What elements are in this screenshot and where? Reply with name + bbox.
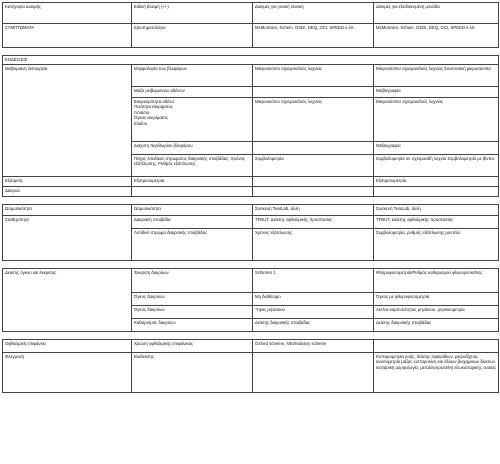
table-cell: Εκκρισιμότητα αδένα Ποιότητα εκκρίματος πΛαίσιο Όγκος εκκρίματος Ελαίου: [132, 98, 253, 142]
table-cell: Εξατμισιομετρία: [374, 177, 499, 187]
table-cell: Μεϊβογραφία: [374, 87, 499, 98]
tear-tests-table-page: [2, 2, 498, 462]
table-row: [3, 216, 499, 229]
header-cell: Ειδική δοκιμή (+/-): [132, 3, 253, 24]
table-cell: Δείκτης δακρυϊκής στοιβάδας: [253, 319, 374, 332]
table-cell: Συσκευή TearLab, άλλη: [374, 205, 499, 216]
table-cell: Δακρυϊκή στοιβάδα: [132, 216, 253, 229]
table-row: [3, 269, 499, 293]
section-row: [3, 56, 499, 65]
table-cell: Μικροσκόπιο σχισμοειδούς λυχνίας Συνεστιακή μικροσκοπία: [374, 65, 499, 87]
table-row: [3, 353, 499, 393]
section-title: ΕΝΔΕΙΞΕΙΣ: [3, 56, 499, 65]
table-cell: Μη διαθέσιμο: [253, 293, 374, 306]
category-cell: ΣΥΜΠΤΩΜΑΤΑ: [3, 24, 132, 48]
category-cell: Ωσμωτικότητα: [3, 205, 132, 216]
tear-tests-table: [2, 2, 499, 393]
table-cell: TFBUT, Δείκτης οφθαλμικής προστασίας: [253, 216, 374, 229]
table-cell: Μεϊβογραφία: [374, 142, 499, 155]
table-cell: [374, 340, 499, 353]
table-row: [3, 187, 499, 197]
table-cell: [253, 87, 374, 98]
table-cell: Ακτίνα καμπυλότητας μηνίσκου, μηνισκομετρία: [374, 306, 499, 319]
table-cell: Χρόνος εξάπλωσης: [253, 229, 374, 261]
table-cell: Ύψος μηνίσκου: [253, 306, 374, 319]
table-cell: Ωσμωτικότητα: [132, 205, 253, 216]
table-cell: Βιοδείκτης: [132, 353, 253, 393]
category-cell: Σταθερότητα: [3, 216, 132, 261]
table-cell: Λιπιδικό στρώμα δακρυϊκής στοιβάδας: [132, 229, 253, 261]
table-row: [3, 24, 499, 48]
table-cell: Συσκευή TearLab, άλλη: [253, 205, 374, 216]
table-row: [3, 340, 499, 353]
header-cell: Δοκιμές για γενική κλινική: [253, 3, 374, 24]
table-cell: Schirmer 1: [253, 269, 374, 293]
table-cell: Πάχος λιπιδικού στρώματος δακρυϊκής στοιβάδας, Χρόνος εξάπλωσης, Ρυθμός εξάπλωσης: [132, 155, 253, 177]
table-cell: Μικροσκόπιο σχισμοειδούς λυχνίας: [374, 98, 499, 142]
category-cell: Μεϊβομιανή λειτουργία: [3, 65, 132, 177]
table-row: [3, 177, 499, 187]
category-cell: Δείκτης όγκου και έκκρισης: [3, 269, 132, 332]
category-cell: Φλεγμονή: [3, 353, 132, 393]
table-cell: Συμβολομετρία: [253, 155, 374, 177]
table-cell: Μικροσκόπιο σχισμοειδούς λυχνίας: [253, 98, 374, 142]
table-cell: Oxford scheme, NEI/Industry scheme: [253, 340, 374, 353]
table-row: [3, 65, 499, 87]
category-cell: Εξάτμιση: [3, 177, 132, 187]
table-cell: [253, 142, 374, 155]
table-cell: Εξατμισιομετρία: [132, 177, 253, 187]
header-row: [3, 3, 499, 24]
table-cell: [253, 353, 374, 393]
table-cell: TFBUT, Δείκτης οφθαλμικής προστασίας: [374, 216, 499, 229]
table-cell: Φθοροφωτομετρία/Ρυθμός καθαρισμού φλουορεσκεΐνης: [374, 269, 499, 293]
category-cell: Δάκρυα: [3, 187, 132, 197]
table-cell: Μάζα μεϊβομιανών αδένων: [132, 87, 253, 98]
table-cell: Κυτταρομετρία ροής, δείκτης σφαιριδίων, μικροδίχτυα, ανοσομετρία μάζας κυτταροκίνη και άλλων βιοχημικών δεικτών, κυτταρική μορφολογία, μεταλλοπρωτεΐνη εξωκυτταρικής ουσίας: [374, 353, 499, 393]
table-cell: Μορφολογία των βλεφάρων: [132, 65, 253, 87]
table-cell: McMonnies, Schein, OSDI, DEQ, OCI, SPEED κ.λπ.: [374, 24, 499, 48]
category-cell: Οφθαλμική επιφάνεια: [3, 340, 132, 353]
table-cell: Μικροσκόπιο σχισμοειδούς λυχνίας: [253, 65, 374, 87]
header-cell: Κατηγορία Δοκιμής: [3, 3, 132, 24]
table-cell: Όγκος με φθοροφωτομετρία: [374, 293, 499, 306]
table-cell: Όγκος δακρύων: [132, 306, 253, 319]
table-row: [3, 205, 499, 216]
table-cell: Χρώση οφθαλμικής επιφάνειας: [132, 340, 253, 353]
table-cell: [253, 177, 374, 187]
table-cell: Δείκτης δακρυϊκής στοιβάδας: [374, 319, 499, 332]
table-cell: McMonnies, Schein, OSDI, DEQ, OCI, SPEED κ.λπ.: [253, 24, 374, 48]
table-cell: Έκκριση δακρύων: [132, 269, 253, 293]
header-cell: Δοκιμές για εξειδικευμένη μονάδα: [374, 3, 499, 24]
table-cell: Καθαρισμός δακρύων: [132, 319, 253, 332]
table-cell: Διάχυτη περιθωρίου βλεφάρου: [132, 142, 253, 155]
table-cell: Συμβολομετρία σε σχισμοειδή λυχνία Συμβολομετρία με βίντεο: [374, 155, 499, 177]
table-cell: Ερωτηματολόγια: [132, 24, 253, 48]
table-cell: Όγκος δακρύων: [132, 293, 253, 306]
table-cell: Συμβολομετρία, ρυθμός εξάπλωσης μοντέλο: [374, 229, 499, 261]
